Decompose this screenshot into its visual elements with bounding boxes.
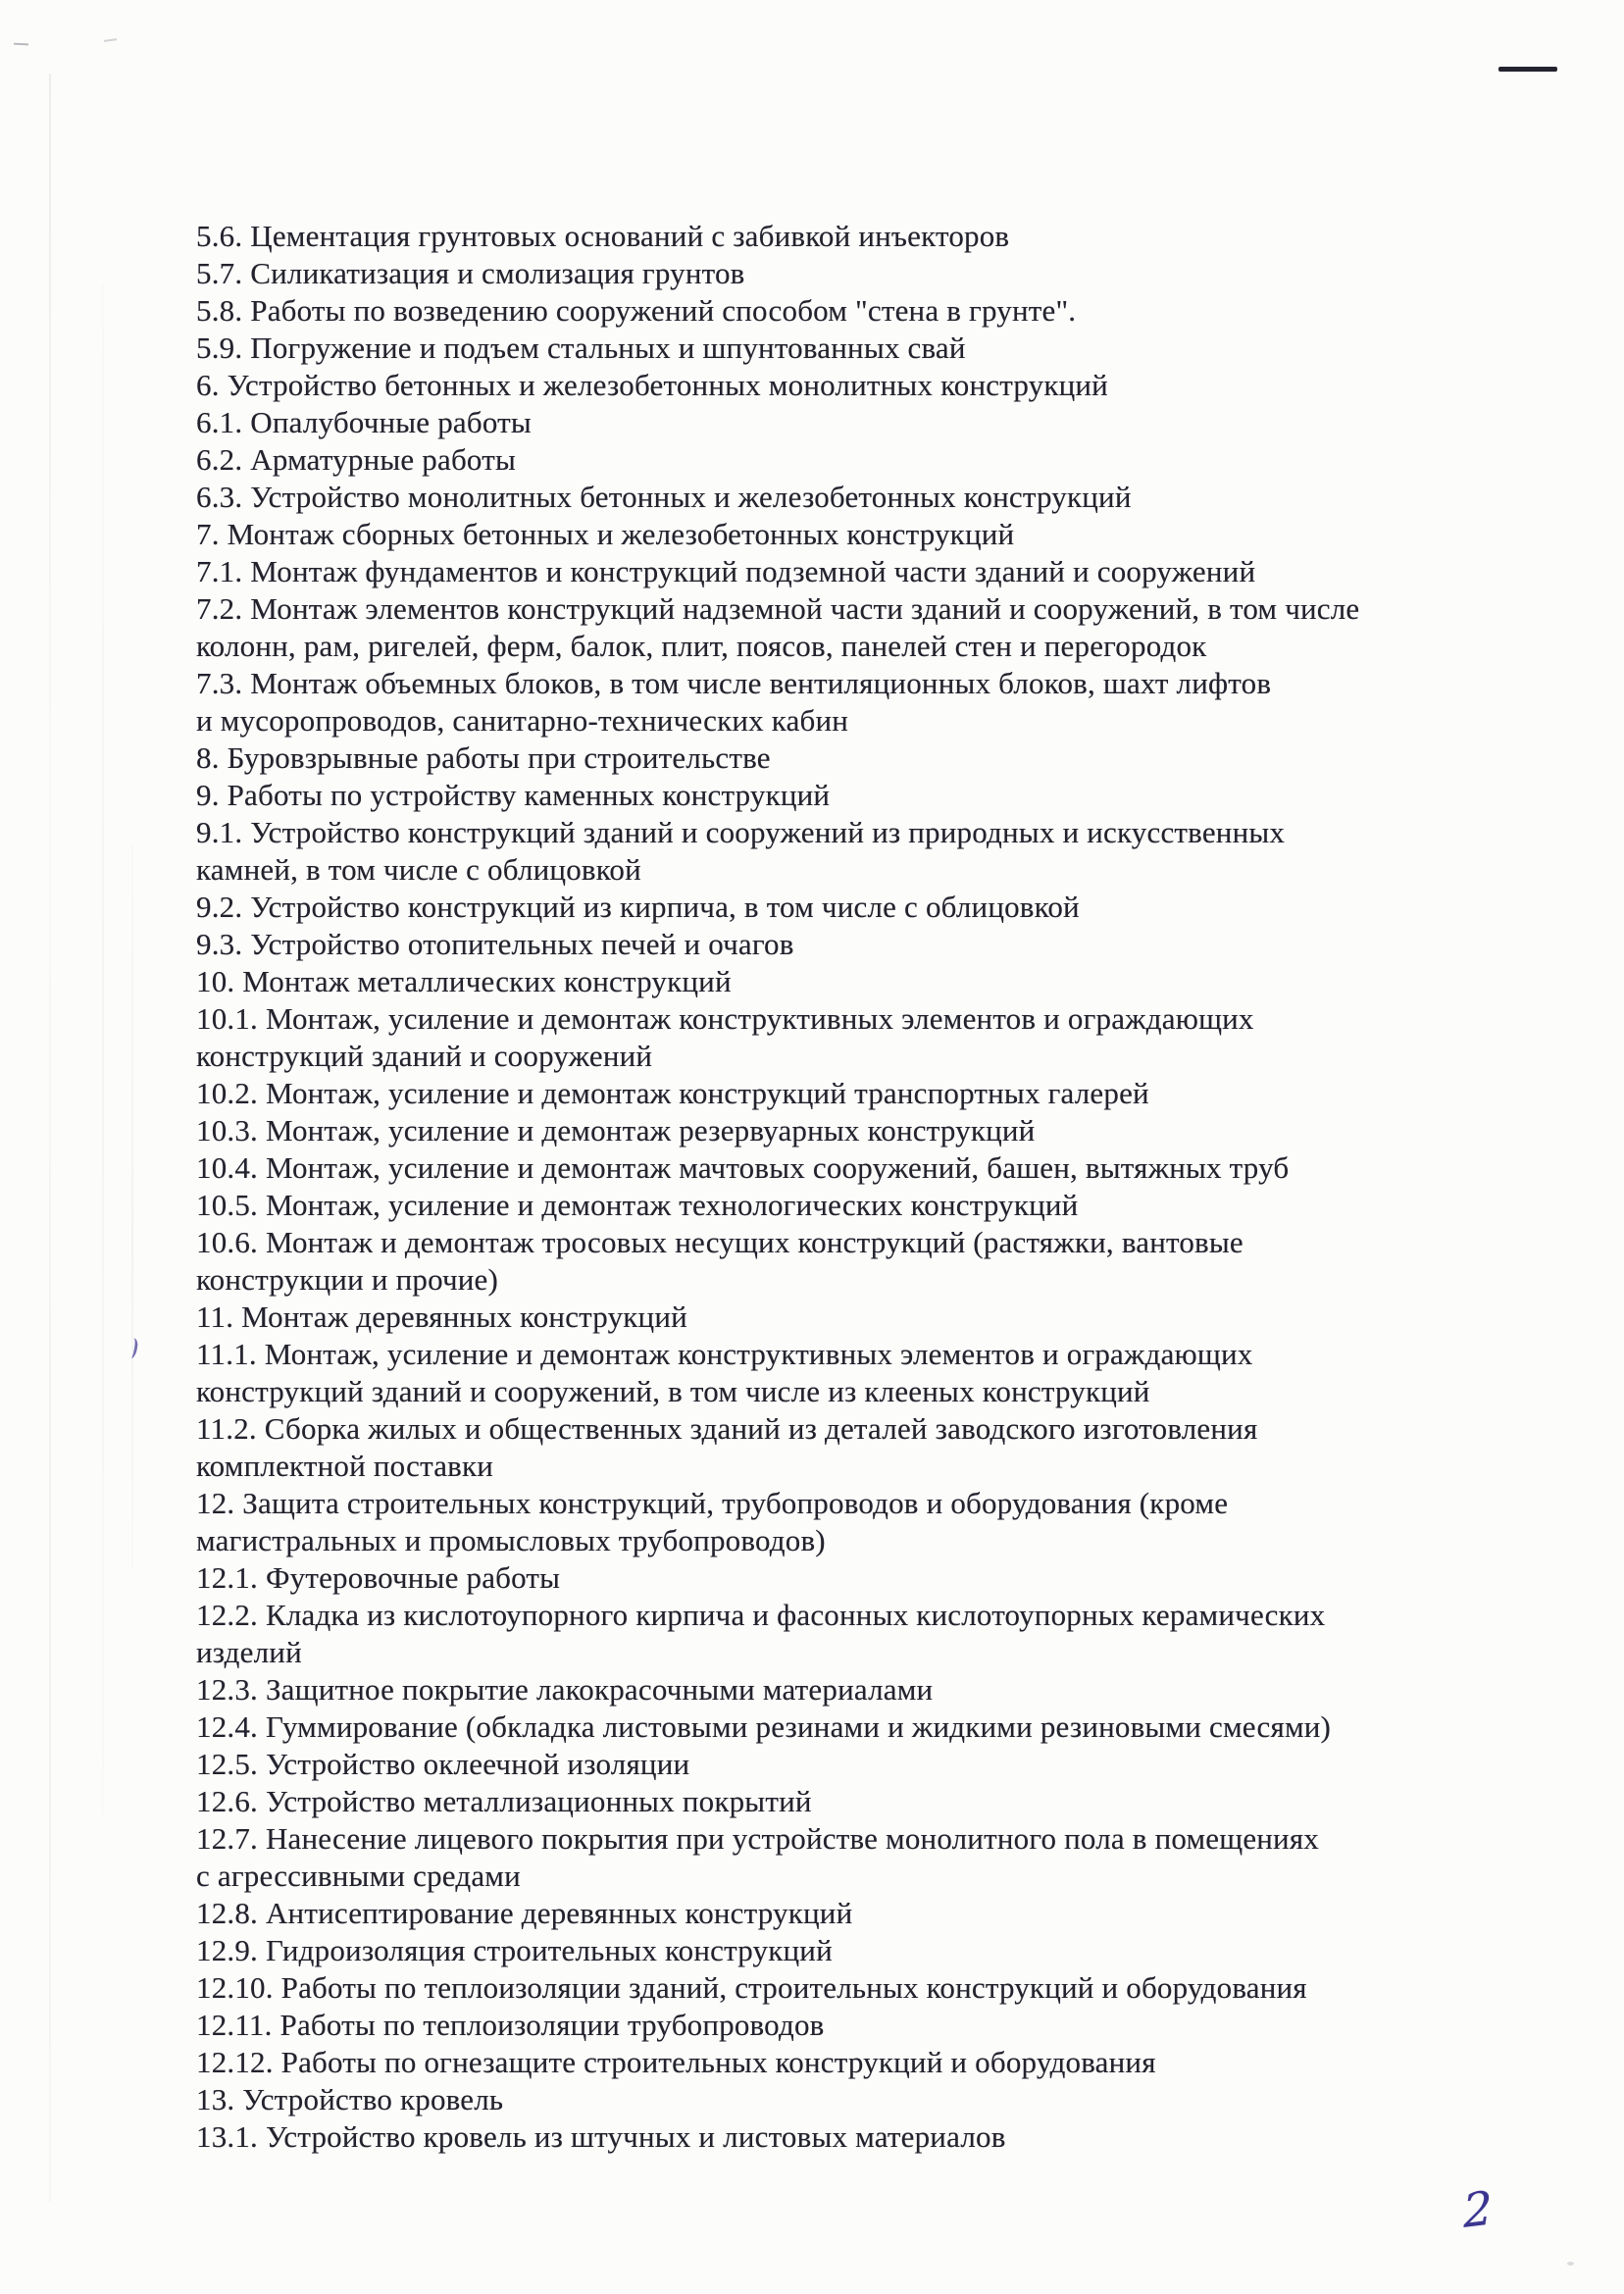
document-line: 7.3. Монтаж объемных блоков, в том числе вентиляционных блоков, шахт лифтов [196,666,1272,700]
document-line: конструкций зданий и сооружений [196,1039,653,1073]
document-line: 12.6. Устройство металлизационных покрытий [196,1784,812,1818]
document-line: 10.3. Монтаж, усиление и демонтаж резервуарных конструкций [196,1113,1036,1147]
document-line: 11.2. Сборка жилых и общественных зданий из деталей заводского изготовления [196,1411,1258,1446]
document-line: 12.2. Кладка из кислотоупорного кирпича и фасонных кислотоупорных керамических [196,1598,1326,1632]
document-line: 7.2. Монтаж элементов конструкций надземной части зданий и сооружений, в том числе [196,591,1360,626]
document-line: 10.2. Монтаж, усиление и демонтаж конструкций транспортных галерей [196,1076,1149,1110]
document-line: и мусоропроводов, санитарно-технических кабин [196,703,849,738]
document-line: 5.6. Цементация грунтовых оснований с забивкой инъекторов [196,219,1010,253]
document-line: 6.3. Устройство монолитных бетонных и железобетонных конструкций [196,480,1132,514]
document-line: 10.1. Монтаж, усиление и демонтаж конструктивных элементов и ограждающих [196,1001,1254,1036]
scan-artifact-vertical-line [49,74,51,2202]
document-line: 9. Работы по устройству каменных конструкций [196,778,831,812]
document-line: 5.9. Погружение и подъем стальных и шпунтованных свай [196,331,966,365]
document-line: 7. Монтаж сборных бетонных и железобетонных конструкций [196,517,1015,551]
document-line: колонн, рам, ригелей, ферм, балок, плит, поясов, панелей стен и перегородок [196,629,1207,663]
document-line: 12.9. Гидроизоляция строительных конструкций [196,1933,833,1967]
document-line: 6.1. Опалубочные работы [196,405,532,439]
document-line: изделий [196,1635,302,1669]
scan-speck [14,43,28,46]
document-text [196,218,1432,2156]
document-line: 12.3. Защитное покрытие лакокрасочными материалами [196,1672,934,1707]
document-line: 10.6. Монтаж и демонтаж тросовых несущих конструкций (растяжки, вантовые [196,1225,1243,1259]
scan-speck [104,38,117,42]
document-line: 8. Буровзрывные работы при строительстве [196,740,771,775]
document-line: комплектной поставки [196,1449,494,1483]
document-line: 9.1. Устройство конструкций зданий и сооружений из природных и искусственных [196,815,1286,849]
document-line: 6.2. Арматурные работы [196,442,516,477]
document-line: 10.4. Монтаж, усиление и демонтаж мачтовых сооружений, башен, вытяжных труб [196,1150,1290,1185]
document-line: 11. Монтаж деревянных конструкций [196,1300,687,1334]
scan-artifact-line [1498,67,1557,72]
document-line: 12.5. Устройство оклеечной изоляции [196,1747,690,1781]
document-line: с агрессивными средами [196,1859,521,1893]
scan-artifact-vertical-line [131,843,133,1569]
document-line: 12.7. Нанесение лицевого покрытия при устройстве монолитного пола в помещениях [196,1821,1320,1856]
document-line: 7.1. Монтаж фундаментов и конструкций подземной части зданий и сооружений [196,554,1256,588]
scan-artifact-vertical-line [102,284,104,1814]
document-line: 9.3. Устройство отопительных печей и очагов [196,927,794,961]
document-line: 13. Устройство кровель [196,2082,504,2116]
document-line: 5.8. Работы по возведению сооружений способом "стена в грунте". [196,293,1077,328]
document-line: 12. Защита строительных конструкций, трубопроводов и оборудования (кроме [196,1486,1229,1520]
document-line: 5.7. Силикатизация и смолизация грунтов [196,256,745,290]
document-line: конструкции и прочие) [196,1262,499,1297]
document-line: 11.1. Монтаж, усиление и демонтаж конструктивных элементов и ограждающих [196,1337,1253,1371]
document-line: 10. Монтаж металлических конструкций [196,964,732,998]
scan-speck [1567,2262,1574,2266]
document-line: 6. Устройство бетонных и железобетонных монолитных конструкций [196,368,1108,402]
ink-mark [126,1337,138,1358]
document-line: 12.11. Работы по теплоизоляции трубопроводов [196,2008,825,2042]
document-line: камней, в том числе с облицовкой [196,852,641,887]
document-line: 12.1. Футеровочные работы [196,1560,561,1595]
document-line: 10.5. Монтаж, усиление и демонтаж технологических конструкций [196,1188,1079,1222]
document-line: конструкций зданий и сооружений, в том числе из клееных конструкций [196,1374,1150,1408]
document-line: магистральных и промысловых трубопроводов) [196,1523,826,1557]
document-line: 9.2. Устройство конструкций из кирпича, в том числе с облицовкой [196,890,1080,924]
document-line: 12.8. Антисептирование деревянных конструкций [196,1896,853,1930]
document-line: 13.1. Устройство кровель из штучных и листовых материалов [196,2119,1006,2154]
document-line: 12.4. Гуммирование (обкладка листовыми резинами и жидкими резиновыми смесями) [196,1709,1332,1744]
document-line: 12.10. Работы по теплоизоляции зданий, строительных конструкций и оборудования [196,1970,1307,2005]
document-line: 12.12. Работы по огнезащите строительных конструкций и оборудования [196,2045,1156,2079]
handwritten-page-number: 2 [1462,2181,1494,2239]
